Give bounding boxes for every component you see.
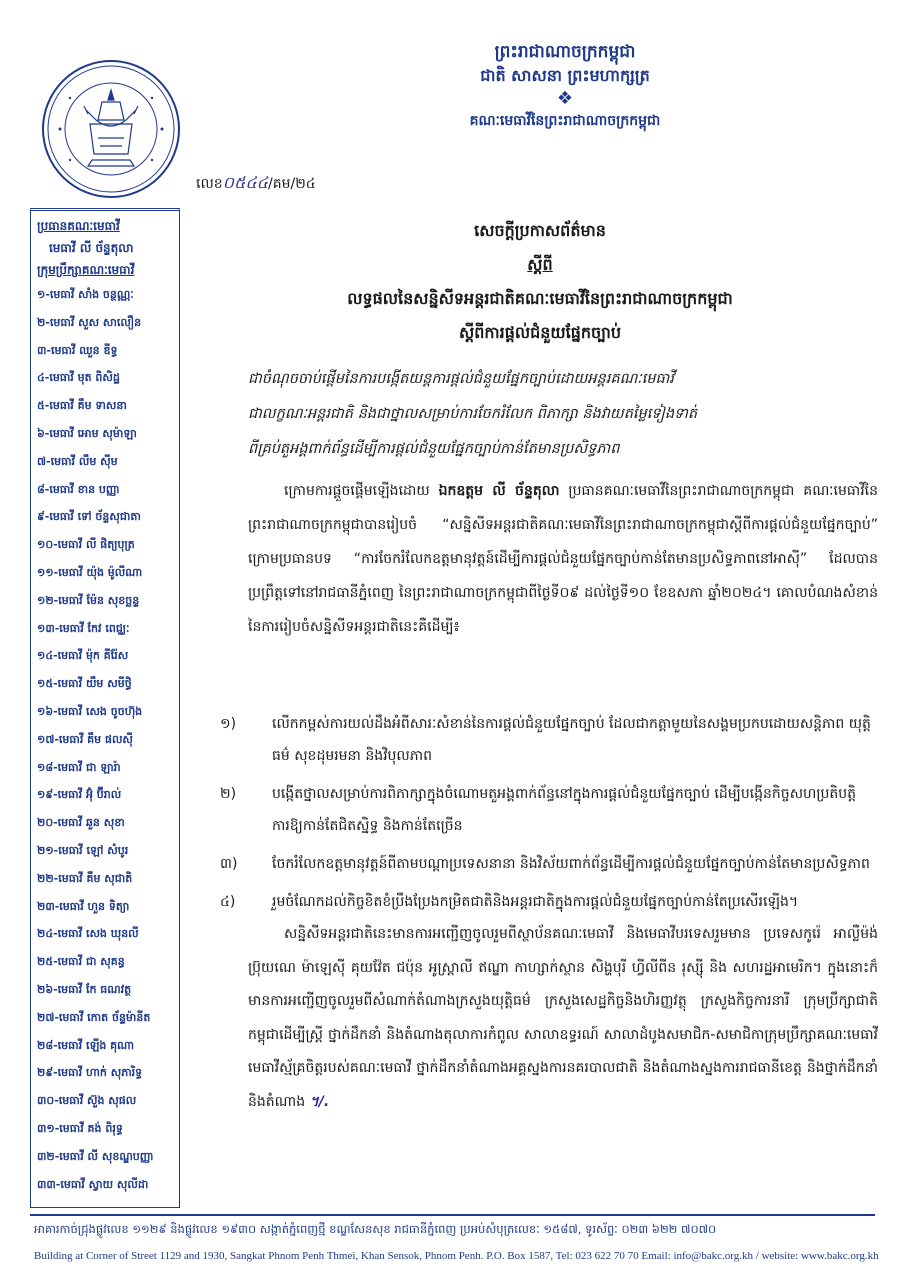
title-line-3: លទ្ធផលនៃសន្និសីទអន្តរជាតិគណៈមេធាវីនៃព្រះរាជាណាចក្រកម្ពុជា xyxy=(347,289,733,308)
objective-text: រួមចំណែកដល់កិច្ចខិតខំប្រឹងប្រែងកម្រិតជាតិនិងអន្តរជាតិក្នុងការផ្តល់ជំនួយផ្នែកច្បាប់កាន់តែប្រសើរឡើង។ xyxy=(272,894,799,910)
reference-suffix: /គម/២៤ xyxy=(267,176,316,192)
council-member: ១៤-មេធាវី ម៉ុក គីរ៉ែស xyxy=(37,649,129,663)
intro-line: ជាលក្ខណៈអន្តរជាតិ និងជាថ្នាលសម្រាប់ការចែករំលែក ពិភាក្សា និងវាយតម្លៃទៀងទាត់ xyxy=(248,406,698,422)
participants-text: សន្និសីទអន្តរជាតិនេះមានការអញ្ជើញចូលរួមពីស្ថាប័នគណៈមេធាវី និងមេធាវីបរទេសរួមមាន ប្រទេសកូរ៉េ អាល្លឺម៉ង់ ប្រ៊ុយណេ ម៉ាឡេស៊ី គុយវ៉ែត ជប៉ុន អូស្ត្រាលី ឥណ្ឌា កាហ្សាក់ស្ថាន សិង្ហបុរី ហ្វីលីពីន រុស្ស៊ី និង សហរដ្ឋអាមេរិក។ ក្នុងនោះក៏មានការអញ្ជើញចូលរួមពីសំណាក់តំណាងក្រសួងយុត្តិធម៌ ក្រសួងសេដ្ឋកិច្ចនិងហិរញ្ញវត្ថុ ក្រសួងកិច្ចការនារី ក្រុមប្រឹក្សាជាតិកម្ពុជាដើម្បីស្ត្រី ថ្នាក់ដឹកនាំ និងតំណាងតុលាការកំពូល សាលាឧទ្ធរណ៍ សាលាដំបូងសមាជិក-សមាជិកាក្រុមប្រឹក្សាគណៈមេធាវី មេធាវីស្ម័គ្រចិត្តរបស់គណៈមេធាវី ថ្នាក់ដឹកនាំតំណាងអគ្គស្នងការនគរបាលជាតិ និងតំណាងស្នងការរាជធានីខេត្ត និងថ្នាក់ដឹកនាំ និងតំណាង xyxy=(248,926,878,1110)
body-rest: ប្រធានគណៈមេធាវីនៃព្រះរាជាណាចក្រកម្ពុជា គណៈមេធាវីនៃព្រះរាជាណាចក្រកម្ពុជាបានរៀបចំ “សន្និសីទអន្តរជាតិគណៈមេធាវីនៃព្រះរាជាណាចក្រកម្ពុជាស្ដីពីការផ្តល់ជំនួយផ្នែកច្បាប់” ក្រោមប្រធានបទ “ការចែករំលែកឧត្តមានុវត្តន៍ដើម្បីការផ្តល់ជំនួយផ្នែកច្បាប់កាន់តែមានប្រសិទ្ធភាពនៅអាស៊ី” ដែលបានប្រព្រឹត្តទៅនៅរាជធានីភ្នំពេញ នៃព្រះរាជាណាចក្រកម្ពុជាពីថ្ងៃទី០៩ ដល់ថ្ងៃទី១០ ខែឧសភា ឆ្នាំ២០២៤។ គោលបំណងសំខាន់នៃការរៀបចំសន្និសីទអន្តរជាតិនេះគឺដើម្បី៖ xyxy=(248,483,878,635)
council-member: ៣១-មេធាវី គង់ ពិរុទ្ធ xyxy=(37,1121,123,1135)
objectives-list xyxy=(220,708,880,924)
council-member: ៣០-មេធាវី ស៊ួង សុផល xyxy=(37,1094,137,1108)
body-paragraph xyxy=(248,474,878,644)
objective-number: ២) xyxy=(220,786,237,802)
council-member: ២៣-មេធាវី ហួន ទិត្យា xyxy=(37,899,130,913)
council-member: ១១-មេធាវី យ៉ុង ម៉ូលីណា xyxy=(37,565,143,579)
objective-number: ៤) xyxy=(220,894,236,910)
council-member: ៧-មេធាវី លឹម ស៊ីម xyxy=(37,454,118,468)
objective-item xyxy=(220,886,880,918)
council-member: ២៧-មេធាវី កោត ច័ន្ទម៉ានីត xyxy=(37,1010,151,1024)
footer-address-khmer: អាគារកាច់ជ្រុងផ្លូវលេខ ១១២៩ និងផ្លូវលេខ ១៩៣០ សង្កាត់ភ្នំពេញថ្មី ខណ្ឌសែនសុខ រាជធានីភ្នំពេញ ប្រអប់សំបុត្រលេខៈ ១៥៨៧, ទូរស័ព្ទៈ ០២៣ ៦២២ ៧០៧០ xyxy=(34,1222,717,1236)
council-member: ១៨-មេធាវី ជា ឡារ៉ា xyxy=(37,760,121,774)
council-member: ៩-មេធាវី ទៅ ច័ន្ទសុជាតា xyxy=(37,510,141,524)
council-member: ១៣-មេធាវី កែវ ពេជ្ឈៈ xyxy=(37,621,130,635)
council-member: ១៥-មេធាវី យឹម សមីថ្ធិ xyxy=(37,677,132,691)
kingdom-line: ព្រះរាជាណាចក្រកម្ពុជា xyxy=(494,42,636,62)
council-member: ១០-មេធាវី លី ផិត្យបុត្រ xyxy=(37,538,135,552)
council-member: ១៩-មេធាវី អ៊ុំ ប៊ីរាល់ xyxy=(37,788,122,802)
council-sidebar xyxy=(30,208,180,1208)
footer-address-english: Building at Corner of Street 1129 and 1930, Sangkat Phnom Penh Thmei, Khan Sensok, Phnom Penh. P.O. Box 1587, Tel: 023 622 70 70 Email: info@bakc.org.kh / website: www.bakc.org.kh xyxy=(34,1250,879,1262)
council-member: ៣២-មេធាវី លី សុខណ្ឌបញ្ញា xyxy=(37,1149,154,1163)
council-member: ២៤-មេធាវី សេង ឃុនលី xyxy=(37,927,139,941)
objective-item xyxy=(220,708,880,772)
reference-prefix: លេខ xyxy=(196,176,223,192)
participants-paragraph xyxy=(248,918,878,1119)
intro-line: ជាចំណុចចាប់ផ្តើមនៃការបង្កើតយន្តការផ្តល់ជំនួយផ្នែកច្បាប់ដោយអន្តរគណៈមេធាវី xyxy=(248,371,674,387)
objective-text: បង្កើតថ្នាលសម្រាប់ការពិភាក្សាក្នុងចំណោមតួអង្គពាក់ព័ន្ធនៅក្នុងការផ្តល់ជំនួយផ្នែកច្បាប់ ដើម្បីបង្កើនកិច្ចសហប្រតិបត្តិការឱ្យកាន់តែជិតស្និទ្ធ និងកាន់តែច្រើន xyxy=(272,786,857,834)
council-member: ២៦-មេធាវី កែ ធណវត្ថ xyxy=(37,982,132,996)
council-member: ១-មេធាវី សាំង ចន្ថណ្ណៈ xyxy=(37,288,134,301)
title-line-1: សេចក្ដីប្រកាសព័ត៌មាន xyxy=(474,221,606,240)
intro-line: ពីគ្រប់តួអង្គពាក់ព័ន្ធដើម្បីការផ្តល់ជំនួយផ្នែកច្បាប់កាន់តែមានប្រសិទ្ធភាព xyxy=(248,441,620,457)
council-member: ៥-មេធាវី គឹម ទាសនា xyxy=(37,399,127,413)
council-member: ២៥-មេធាវី ជា សុគន្ធ xyxy=(37,955,125,969)
document-title xyxy=(200,214,880,350)
body-honorific: ឯកឧត្តម លី ច័ន្ទតុលា xyxy=(438,483,560,499)
council-member: ៣៣-មេធាវី ស្វាយ សុលីដា xyxy=(37,1177,149,1191)
objective-item xyxy=(220,848,880,880)
council-member: ៣-មេធាវី ឈួន ឌីទ្ធ xyxy=(37,343,118,357)
ornament-icon: ❖ xyxy=(556,88,574,109)
intro-statement xyxy=(248,362,878,467)
bar-association-seal xyxy=(40,58,182,200)
council-member: ១៦-មេធាវី សេង ចូចហ៊ុង xyxy=(37,704,143,718)
objective-number: ១) xyxy=(220,716,237,732)
council-member: ២២-មេធាវី គឹម សុជាតិ xyxy=(37,871,133,885)
reference-number xyxy=(196,172,316,196)
council-title: ក្រុមប្រឹក្សាគណៈមេធាវី xyxy=(37,263,135,277)
letterhead xyxy=(380,40,750,132)
body-lead: ក្រោមការផ្តួចផ្តើមឡើងដោយ xyxy=(284,483,430,499)
council-member: ៤-មេធាវី មុត ពិសិដ្ឋ xyxy=(37,371,120,385)
objective-text: ចែករំលែកឧត្តមានុវត្តន៍ពីតាមបណ្តាប្រទេសនានា និងវិស័យពាក់ព័ន្ធដើម្បីការផ្តល់ជំនួយផ្នែកច្បាប់កាន់តែមានប្រសិទ្ធភាព xyxy=(272,856,870,872)
footer-divider xyxy=(30,1214,875,1216)
motto-line: ជាតិ សាសនា ព្រះមហាក្សត្រ xyxy=(480,66,650,85)
council-member: ១២-មេធាវី ម៉ែន សុខច្ឆន្ទ xyxy=(37,593,140,607)
council-member: ១៧-មេធាវី គឹម ផលសុី xyxy=(37,732,133,746)
reference-handwritten-number: ០៥៤៤ xyxy=(222,173,268,192)
title-line-4: ស្ដីពីការផ្តល់ជំនួយផ្នែកច្បាប់ xyxy=(459,323,621,342)
organization-name: គណៈមេធាវីនៃព្រះរាជាណាចក្រកម្ពុជា xyxy=(469,113,661,129)
council-member: ២៨-មេធាវី ឡើង គុណា xyxy=(37,1038,135,1052)
council-member: ២១-មេធាវី ឡៅ សំបូរ xyxy=(37,843,129,857)
objective-text: លើកកម្ពស់ការយល់ដឹងអំពីសារៈសំខាន់នៃការផ្តល់ជំនួយផ្នែកច្បាប់ ដែលជាកត្តាមួយនៃសង្គមប្រកបដោយសន្តិភាព យុត្តិធម៌ សុខដុមរមនា និងវិបុលភាព xyxy=(272,716,871,764)
council-member: ២-មេធាវី សួស សាលឿន xyxy=(37,315,142,329)
council-member-list xyxy=(37,281,173,1198)
council-member: ២៩-មេធាវី ហាក់ សុភារិទ្ធ xyxy=(37,1066,143,1080)
title-line-2: ស្ដីពី xyxy=(527,255,553,274)
objective-item xyxy=(220,778,880,842)
council-member: ៦-មេធាវី អោម សុម៉ាឡា xyxy=(37,426,137,440)
council-member: ២០-មេធាវី ឆួន សុខា xyxy=(37,816,125,830)
president-name: មេធាវី លី ច័ន្ទតុលា xyxy=(49,241,134,255)
objective-number: ៣) xyxy=(220,856,238,872)
council-member: ៨-មេធាវី ខាន បញ្ញា xyxy=(37,482,120,496)
page-continuation-mark: ។/. xyxy=(309,1093,330,1110)
president-title: ប្រធានគណៈមេធាវី xyxy=(37,219,120,233)
